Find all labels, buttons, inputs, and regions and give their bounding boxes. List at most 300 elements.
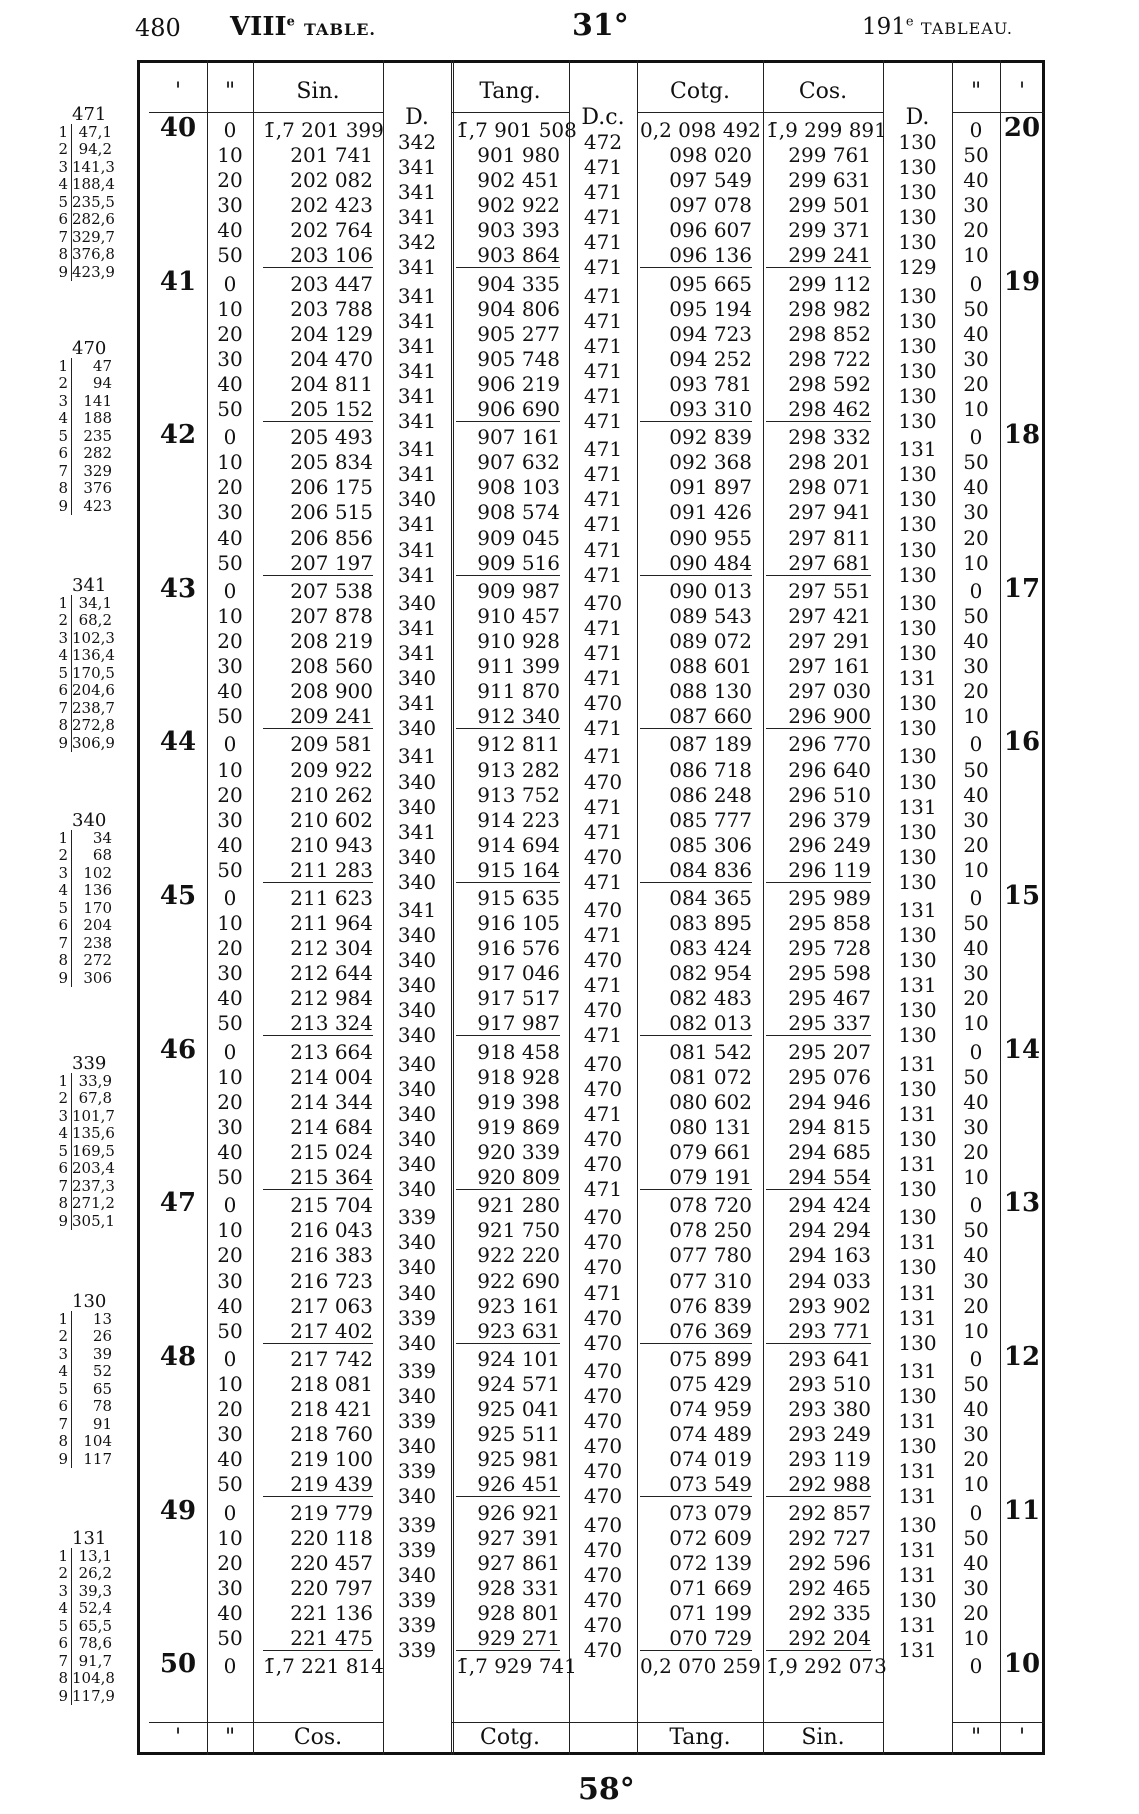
cos-value: 296 770 [788,732,871,757]
d2-value: 131 [898,1358,937,1383]
second-label: 40 [217,986,243,1011]
d2-value: 131 [898,1459,937,1484]
cotg-value: 085 777 [669,807,752,832]
cotg-value: 085 306 [669,832,752,857]
part-value: 65 [92,1379,112,1398]
part-value: 203,4 [72,1159,115,1177]
cotg-value: 072 609 [669,1525,752,1550]
cotg-value: 095 194 [669,296,752,321]
cotg-value: 076 369 [640,1319,752,1344]
tang-value: 919 398 [477,1089,560,1114]
second-label: 40 [217,525,243,550]
second-label-right: 10 [963,1318,989,1343]
cotg-value: 096 607 [669,218,752,243]
proportional-parts-row [56,410,112,428]
d-value: 339 [397,1205,437,1230]
d2-value: 131 [898,1637,937,1662]
proportional-parts-row [56,917,112,935]
tang-value: 919 869 [477,1114,560,1139]
d2-value: 130 [898,923,937,948]
d-value: 341 [397,615,437,640]
second-label: 40 [217,832,243,857]
multiplier: 9 [56,264,72,282]
tang-value: 929 271 [456,1626,560,1651]
cos-value: 297 161 [788,654,871,679]
dc-value: 471 [583,666,623,691]
tang-value: 909 045 [477,525,560,550]
sin-value: 220 797 [290,1575,373,1600]
proportional-parts-row [56,698,115,718]
tang-value: 922 690 [477,1268,560,1293]
second-label-right: 20 [963,1600,989,1625]
dc-value: 471 [583,615,623,640]
second-label: 30 [217,1575,243,1600]
complement-degree: 58° [578,1772,635,1807]
cos-value: 296 249 [788,832,871,857]
dc-value: 471 [583,155,623,180]
sin-value: 203 106 [263,243,373,268]
part-value: 52,4 [78,1599,112,1617]
tang-value: 917 046 [477,961,560,986]
multiplier: 1 [56,1311,72,1329]
second-label-right: 40 [963,936,989,961]
multiplier: 5 [56,1381,72,1399]
cotg-value: 072 139 [669,1550,752,1575]
d-value: 341 [397,462,437,487]
second-label: 10 [217,143,243,168]
dc-value: 471 [583,333,623,358]
proportional-parts-row [56,882,112,900]
dc-value: 471 [583,537,623,562]
minute-label-right: 19 [1003,266,1041,297]
tang-value: 906 690 [456,397,560,422]
cos-value: 298 071 [788,475,871,500]
sin-value: 221 136 [290,1600,373,1625]
multiplier: 9 [56,1213,72,1231]
sin-value: 219 100 [290,1447,373,1472]
cos-value: 293 902 [788,1293,871,1318]
part-value: 306,9 [72,733,115,752]
cotg-value: 090 955 [669,525,752,550]
second-label: 50 [217,1472,243,1497]
second-label-right: 0 [969,118,983,142]
second-label-right: 50 [963,1525,989,1550]
second-label: 20 [217,1397,243,1422]
second-label: 0 [223,425,237,450]
footer-seconds: " [224,1725,236,1750]
cos-value: 293 119 [788,1447,871,1472]
part-value: 329 [83,461,112,480]
second-label: 30 [217,1422,243,1447]
d-value: 340 [397,1484,437,1509]
cotg-value: 082 013 [640,1011,752,1036]
second-label: 10 [217,757,243,782]
multiplier: 7 [56,463,72,481]
second-label-right: 20 [963,986,989,1011]
dc-value: 471 [583,819,623,844]
proportional-parts-table [56,340,112,515]
dc-value: 470 [583,1537,623,1562]
part-value: 376 [83,479,112,497]
sin-value: 205 493 [290,425,373,450]
proportional-parts-row [56,1124,115,1143]
proportional-parts-row [56,716,115,735]
minute-label: 50 [159,1649,197,1680]
cotg-value: 073 079 [669,1500,752,1525]
d2-value: 131 [898,794,937,819]
sin-value: 1̄,7 221 814 [263,1654,384,1679]
tang-value: 927 861 [477,1550,560,1575]
d-value: 341 [397,283,437,308]
proportional-parts-row [56,124,112,142]
d2-value: 130 [898,308,937,333]
second-label-right: 20 [963,1140,989,1164]
d2-value: 131 [898,1280,937,1305]
cotg-value: 081 542 [669,1039,752,1064]
sin-value: 214 684 [290,1114,373,1139]
second-label: 20 [217,1243,243,1268]
cotg-value: 083 895 [669,911,752,936]
d2-value: 130 [898,462,937,487]
d-value: 339 [397,1637,437,1662]
multiplier: 5 [56,1618,72,1636]
part-value: 204 [83,916,112,934]
sin-value: 210 602 [290,807,373,832]
minute-label: 41 [159,266,197,297]
second-label: 30 [217,1114,243,1139]
proportional-parts-row [56,612,112,630]
second-label-right: 20 [963,218,989,243]
part-value: 52 [92,1362,112,1380]
dc-value: 470 [583,1459,623,1484]
d-value: 341 [397,205,437,230]
proportional-parts-row [56,663,115,683]
proportional-parts-row [56,830,112,848]
multiplier: 4 [56,1363,72,1381]
proportional-parts-row [56,952,112,970]
d-value: 340 [397,716,437,741]
sin-value: 214 004 [290,1064,373,1089]
second-label-right: 20 [963,679,989,704]
sin-value: 219 779 [290,1500,373,1525]
second-label: 0 [223,1039,237,1064]
second-label: 0 [223,271,237,296]
d2-value: 130 [898,1126,937,1151]
cos-value: 295 337 [766,1011,871,1036]
d-value: 341 [397,180,437,205]
part-value: 78,6 [78,1634,112,1652]
d-value: 340 [397,1051,437,1076]
proportional-parts-row [56,1433,112,1451]
dc-value: 471 [583,562,623,587]
tang-value: 904 806 [477,296,560,321]
cos-value: 297 681 [766,551,871,576]
part-value: 102,3 [72,628,115,647]
d2-value: 130 [898,1434,937,1459]
multiplier: 5 [56,665,72,683]
second-label-right: 10 [963,1165,989,1190]
multiplier: 8 [56,717,72,735]
tang-value: 905 277 [477,321,560,346]
part-value: 272,8 [72,716,115,734]
d-value: 340 [397,948,437,973]
second-label-right: 50 [963,1064,989,1089]
cotg-value: 074 019 [669,1447,752,1472]
part-value: 34 [92,828,112,847]
sin-value: 215 704 [290,1193,373,1218]
part-value: 305,1 [72,1211,115,1230]
second-label-right: 20 [963,371,989,396]
d2-value: 130 [898,1512,937,1537]
minute-label-right: 13 [1003,1188,1041,1219]
d-value: 340 [397,590,437,615]
cos-value: 298 592 [788,371,871,396]
multiplier: 7 [56,935,72,953]
part-value: 188 [83,409,112,427]
d2-value: 130 [898,333,937,358]
minute-label-right: 18 [1003,420,1041,451]
d-value: 341 [397,308,437,333]
proportional-parts-row [56,1328,112,1346]
sin-value: 211 964 [290,911,373,936]
multiplier: 8 [56,1670,72,1688]
part-value: 104,8 [72,1669,115,1687]
d2-value: 131 [898,1562,937,1587]
tang-value: 909 516 [456,551,560,576]
cos-value: 297 291 [788,629,871,653]
second-label-right: 20 [963,1447,989,1472]
d2-value: 131 [898,1305,937,1330]
cotg-value: 088 130 [669,679,752,704]
part-value: 423 [83,496,112,515]
second-label-right: 50 [963,143,989,168]
tang-value: 909 987 [477,578,560,603]
dc-value: 471 [583,487,623,512]
minute-label: 45 [159,881,197,912]
second-label: 0 [223,1346,237,1371]
proportional-parts-row [56,393,112,411]
header-rule [451,1722,883,1723]
part-value: 117 [83,1449,112,1468]
cos-value: 1̄,9 299 891 [766,118,887,142]
minute-label-right: 12 [1003,1341,1041,1372]
multiplier: 2 [56,1090,72,1108]
second-label-right: 0 [969,578,983,603]
dc-value: 470 [583,1637,623,1662]
second-label: 30 [217,961,243,986]
multiplier: 4 [56,647,72,665]
cos-value: 299 631 [788,168,871,193]
tang-value: 914 223 [477,807,560,832]
d2-value: 130 [898,408,937,433]
cos-value: 293 641 [788,1346,871,1371]
part-value: 117,9 [72,1686,115,1705]
tang-value: 923 631 [456,1319,560,1344]
part-value: 141,3 [72,157,115,176]
tang-value: 902 922 [477,193,560,218]
part-value: 235 [83,426,112,445]
second-label-right: 40 [963,168,989,193]
tang-value: 917 987 [456,1011,560,1036]
d-value: 340 [397,1076,437,1101]
proportional-parts-row [56,1618,112,1636]
cotg-value: 098 020 [669,143,752,168]
cos-value: 294 294 [788,1218,871,1243]
sin-value: 213 664 [290,1039,373,1064]
dc-value: 470 [583,691,623,716]
multiplier: 3 [56,1583,72,1601]
proportional-parts-head: 470 [72,338,107,359]
part-value: 65,5 [78,1616,112,1635]
d-value: 340 [397,1434,437,1459]
second-label-right: 10 [963,1472,989,1497]
part-value: 68,2 [78,611,112,629]
second-label-right: 0 [969,1039,983,1064]
cos-value: 295 467 [788,986,871,1011]
sin-value: 203 788 [290,296,373,321]
d-value: 340 [397,1330,437,1355]
d-value: 340 [397,1280,437,1305]
multiplier: 2 [56,612,72,630]
tang-value: 903 393 [477,218,560,243]
minute-label: 42 [159,420,197,451]
minute-label-right: 17 [1003,573,1041,604]
tang-value: 903 864 [456,243,560,268]
d-value: 340 [397,1152,437,1176]
sin-value: 218 421 [290,1397,373,1422]
part-value: 282,6 [72,210,115,228]
sin-value: 204 811 [290,371,373,396]
cos-value: 298 201 [788,450,871,475]
proportional-parts-row [56,733,115,753]
d-value: 339 [397,1612,437,1637]
proportional-parts-row [56,1653,112,1671]
sin-value: 217 402 [263,1319,373,1344]
dc-value: 470 [583,1484,623,1509]
cos-value: 295 728 [788,936,871,961]
tang-value: 922 220 [477,1243,560,1268]
d-value: 341 [397,562,437,587]
d-value: 339 [397,1305,437,1330]
proportional-parts-row [56,1211,115,1231]
second-label: 0 [223,1500,237,1525]
proportional-parts-row [56,1398,112,1416]
d-value: 340 [397,1255,437,1280]
second-label-right: 10 [963,857,989,882]
cotg-value: 086 248 [669,782,752,807]
second-label: 20 [217,321,243,346]
proportional-parts-row [56,175,115,194]
d2-value: 130 [898,180,937,205]
sin-value: 209 241 [263,704,373,729]
d-value: 340 [397,1023,437,1048]
multiplier: 7 [56,1178,72,1196]
d2-value: 130 [898,615,937,640]
multiplier: 8 [56,1195,72,1213]
cos-value: 299 241 [766,243,871,268]
cotg-value: 0,2 098 492 [640,118,761,142]
cotg-value: 078 250 [669,1218,752,1243]
dc-value: 470 [583,1255,623,1280]
cos-value: 297 811 [788,525,871,550]
proportional-parts-row [56,970,112,988]
sin-value: 206 175 [290,475,373,500]
cos-value: 298 332 [788,425,871,450]
second-label: 0 [223,578,237,603]
dc-value: 470 [583,1587,623,1612]
multiplier: 6 [56,682,72,700]
multiplier: 7 [56,1653,72,1671]
tang-value: 907 161 [477,425,560,450]
second-label-right: 30 [963,1575,989,1600]
dc-value: 471 [583,230,623,255]
part-value: 141 [83,391,112,410]
tang-value: 917 517 [477,986,560,1011]
d-value: 341 [397,691,437,716]
proportional-parts-table [56,1053,115,1230]
second-label-right: 0 [969,1193,983,1218]
tang-value: 1̄,7 901 508 [456,118,577,142]
cotg-value: 074 959 [669,1397,752,1422]
d2-value: 131 [898,1152,937,1176]
multiplier: 8 [56,952,72,970]
sin-value: 218 760 [290,1422,373,1447]
dc-value: 471 [583,794,623,819]
part-value: 13,1 [78,1546,112,1565]
proportional-parts-row [56,865,112,883]
cos-value: 297 421 [788,603,871,628]
proportional-parts-row [56,1346,112,1364]
d-value: 339 [397,1459,437,1484]
d2-value: 130 [898,1205,937,1230]
sin-value: 218 081 [290,1372,373,1397]
sin-value: 209 581 [290,732,373,757]
second-label: 50 [217,1165,243,1190]
sin-value: 204 129 [290,321,373,346]
second-label-right: 30 [963,1114,989,1139]
d2-value: 130 [898,716,937,741]
d-value: 341 [397,155,437,180]
cos-value: 296 510 [788,782,871,807]
part-value: 39 [92,1344,112,1363]
d-value: 341 [397,437,437,462]
multiplier: 8 [56,246,72,264]
part-value: 376,8 [72,245,115,263]
sin-value: 207 878 [290,603,373,628]
part-value: 78 [92,1397,112,1415]
sin-value: 219 439 [263,1472,373,1497]
dc-value: 470 [583,948,623,973]
proportional-parts-row [56,681,115,700]
multiplier: 4 [56,1600,72,1618]
tang-value: 911 870 [477,679,560,704]
dc-value: 470 [583,1051,623,1076]
second-label: 10 [217,1372,243,1397]
part-value: 67,8 [78,1089,112,1107]
proportional-parts-row [56,245,115,264]
part-value: 136 [83,881,112,899]
d2-value: 130 [898,230,937,255]
multiplier: 1 [56,595,72,613]
dc-value: 471 [583,1177,623,1202]
cotg-value: 087 660 [640,704,752,729]
d2-value: 130 [898,948,937,973]
second-label: 20 [217,475,243,500]
cos-value: 295 858 [788,911,871,936]
d-value: 341 [397,255,437,280]
second-label: 40 [217,679,243,704]
sin-value: 207 538 [290,578,373,603]
